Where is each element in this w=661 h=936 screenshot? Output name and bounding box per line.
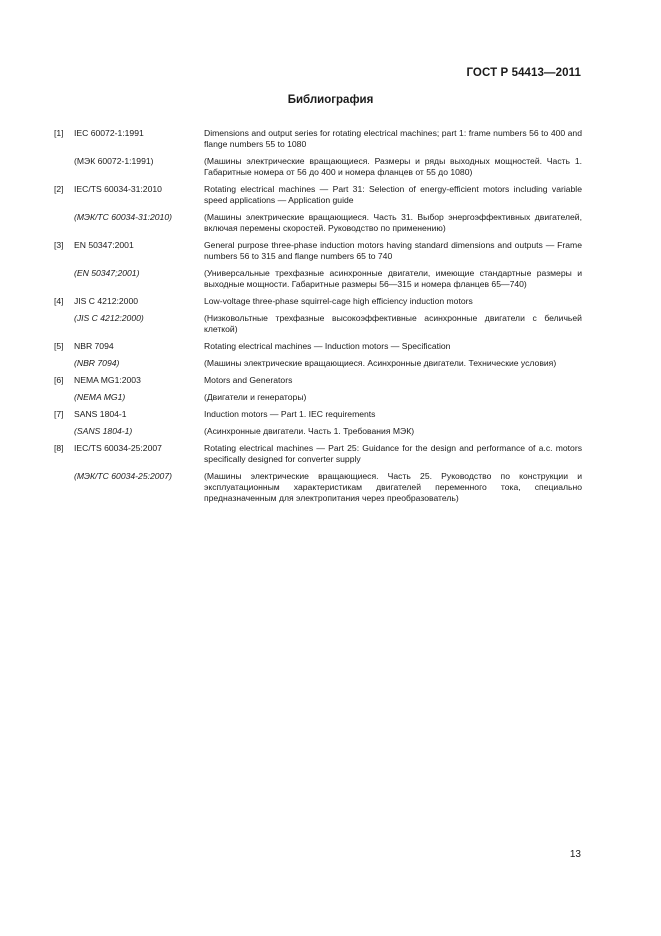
entry-translated-code: (МЭК/ТС 60034-31:2010) bbox=[74, 212, 172, 222]
entry-translated-description: (Машины электрические вращающиеся. Часть 31. Выбор энергоэффективных двигателей, включая перемены скоростей. Руководство по применению) bbox=[204, 212, 582, 233]
entry-translated-description: (Низковольтные трехфазные высокоэффективные асинхронные двигатели с беличьей клеткой) bbox=[204, 313, 582, 334]
entry-code: IEC/TS 60034-31:2010 bbox=[74, 184, 162, 194]
entry-translation-row bbox=[54, 471, 582, 504]
entry-translated-description: (Универсальные трехфазные асинхронные двигатели, имеющие стандартные размеры и выходные мощности. Габаритные размеры 56—315 и номера фланцев 65—740) bbox=[204, 268, 582, 289]
entry-original-row bbox=[54, 184, 582, 206]
entry-number: [2] bbox=[54, 184, 64, 194]
entry-number: [4] bbox=[54, 296, 64, 306]
entry-original-row bbox=[54, 128, 582, 150]
entry-translated-code: (МЭК/ТС 60034-25:2007) bbox=[74, 471, 172, 481]
bibliography-entry bbox=[54, 184, 582, 234]
entry-number: [8] bbox=[54, 443, 64, 453]
page-title: Библиография bbox=[287, 94, 374, 106]
entry-translated-code: (JIS C 4212:2000) bbox=[74, 313, 144, 323]
entry-translation-row bbox=[54, 156, 582, 178]
entry-translation-row bbox=[54, 313, 582, 335]
bibliography-entry bbox=[54, 240, 582, 290]
entry-translation-row bbox=[54, 212, 582, 234]
entry-code: JIS C 4212:2000 bbox=[74, 296, 139, 306]
bibliography-entry bbox=[54, 375, 582, 403]
entry-number: [5] bbox=[54, 341, 64, 351]
bibliography-entry bbox=[54, 443, 582, 504]
entry-translated-description: (Машины электрические вращающиеся. Асинхронные двигатели. Технические условия) bbox=[204, 358, 557, 368]
entry-number: [3] bbox=[54, 240, 64, 250]
entry-description: Rotating electrical machines — Part 25: Guidance for the design and performance of a.c. motors specifically designed for converter supply bbox=[204, 443, 582, 464]
document-standard-id: ГОСТ Р 54413—2011 bbox=[466, 67, 581, 79]
entry-original-row bbox=[54, 443, 582, 465]
entry-translated-code: (NBR 7094) bbox=[74, 358, 120, 368]
entry-translated-description: (Машины электрические вращающиеся. Размеры и ряды выходных мощностей. Часть 1. Габаритные номера от 56 до 400 и номера фланцев от 55 до 1080) bbox=[204, 156, 582, 177]
bibliography-entry bbox=[54, 341, 582, 369]
entry-code: SANS 1804-1 bbox=[74, 409, 127, 419]
entry-number: [6] bbox=[54, 375, 64, 385]
entry-translated-code: (МЭК 60072-1:1991) bbox=[74, 156, 154, 166]
entry-original-row bbox=[54, 240, 582, 262]
entry-translated-description: (Двигатели и генераторы) bbox=[204, 392, 307, 402]
entry-description: Low-voltage three-phase squirrel-cage high efficiency induction motors bbox=[204, 296, 473, 306]
entry-description: Induction motors — Part 1. IEC requirements bbox=[204, 409, 376, 419]
page-number: 13 bbox=[569, 849, 581, 860]
entry-translated-code: (SANS 1804-1) bbox=[74, 426, 133, 436]
entry-translated-description: (Машины электрические вращающиеся. Часть 25. Руководство по конструкции и эксплуатационным характеристикам двигателей переменного тока, специально предназначенным для электропитания через преобразователь) bbox=[204, 471, 582, 503]
entry-description: Rotating electrical machines — Induction motors — Specification bbox=[204, 341, 451, 351]
entry-description: General purpose three-phase induction motors having standard dimensions and outputs — Frame numbers 56 to 315 and flange numbers 65 to 740 bbox=[204, 240, 582, 261]
entry-original-row bbox=[54, 296, 582, 307]
entry-translation-row bbox=[54, 426, 582, 437]
entry-original-row bbox=[54, 409, 582, 420]
bibliography-entry bbox=[54, 296, 582, 335]
entry-translation-row bbox=[54, 358, 582, 369]
entry-code: IEC 60072-1:1991 bbox=[74, 128, 144, 138]
entry-translated-code: (NEMA MG1) bbox=[74, 392, 126, 402]
entry-translation-row bbox=[54, 268, 582, 290]
entry-description: Motors and Generators bbox=[204, 375, 293, 385]
entry-translated-code: (EN 50347;2001) bbox=[74, 268, 140, 278]
bibliography-entry bbox=[54, 409, 582, 437]
entry-number: [1] bbox=[54, 128, 64, 138]
entry-code: NBR 7094 bbox=[74, 341, 114, 351]
entry-description: Rotating electrical machines — Part 31: Selection of energy-efficient motors including variable speed applications — Application guide bbox=[204, 184, 582, 205]
bibliography-list bbox=[54, 128, 582, 510]
bibliography-entry bbox=[54, 128, 582, 178]
entry-code: EN 50347:2001 bbox=[74, 240, 134, 250]
entry-translation-row bbox=[54, 392, 582, 403]
entry-description: Dimensions and output series for rotating electrical machines; part 1: frame numbers 56 to 400 and flange numbers 55 to 1080 bbox=[204, 128, 582, 149]
entry-code: IEC/TS 60034-25:2007 bbox=[74, 443, 162, 453]
entry-original-row bbox=[54, 375, 582, 386]
entry-number: [7] bbox=[54, 409, 64, 419]
entry-original-row bbox=[54, 341, 582, 352]
entry-code: NEMA MG1:2003 bbox=[74, 375, 141, 385]
entry-translated-description: (Асинхронные двигатели. Часть 1. Требования МЭК) bbox=[204, 426, 415, 436]
